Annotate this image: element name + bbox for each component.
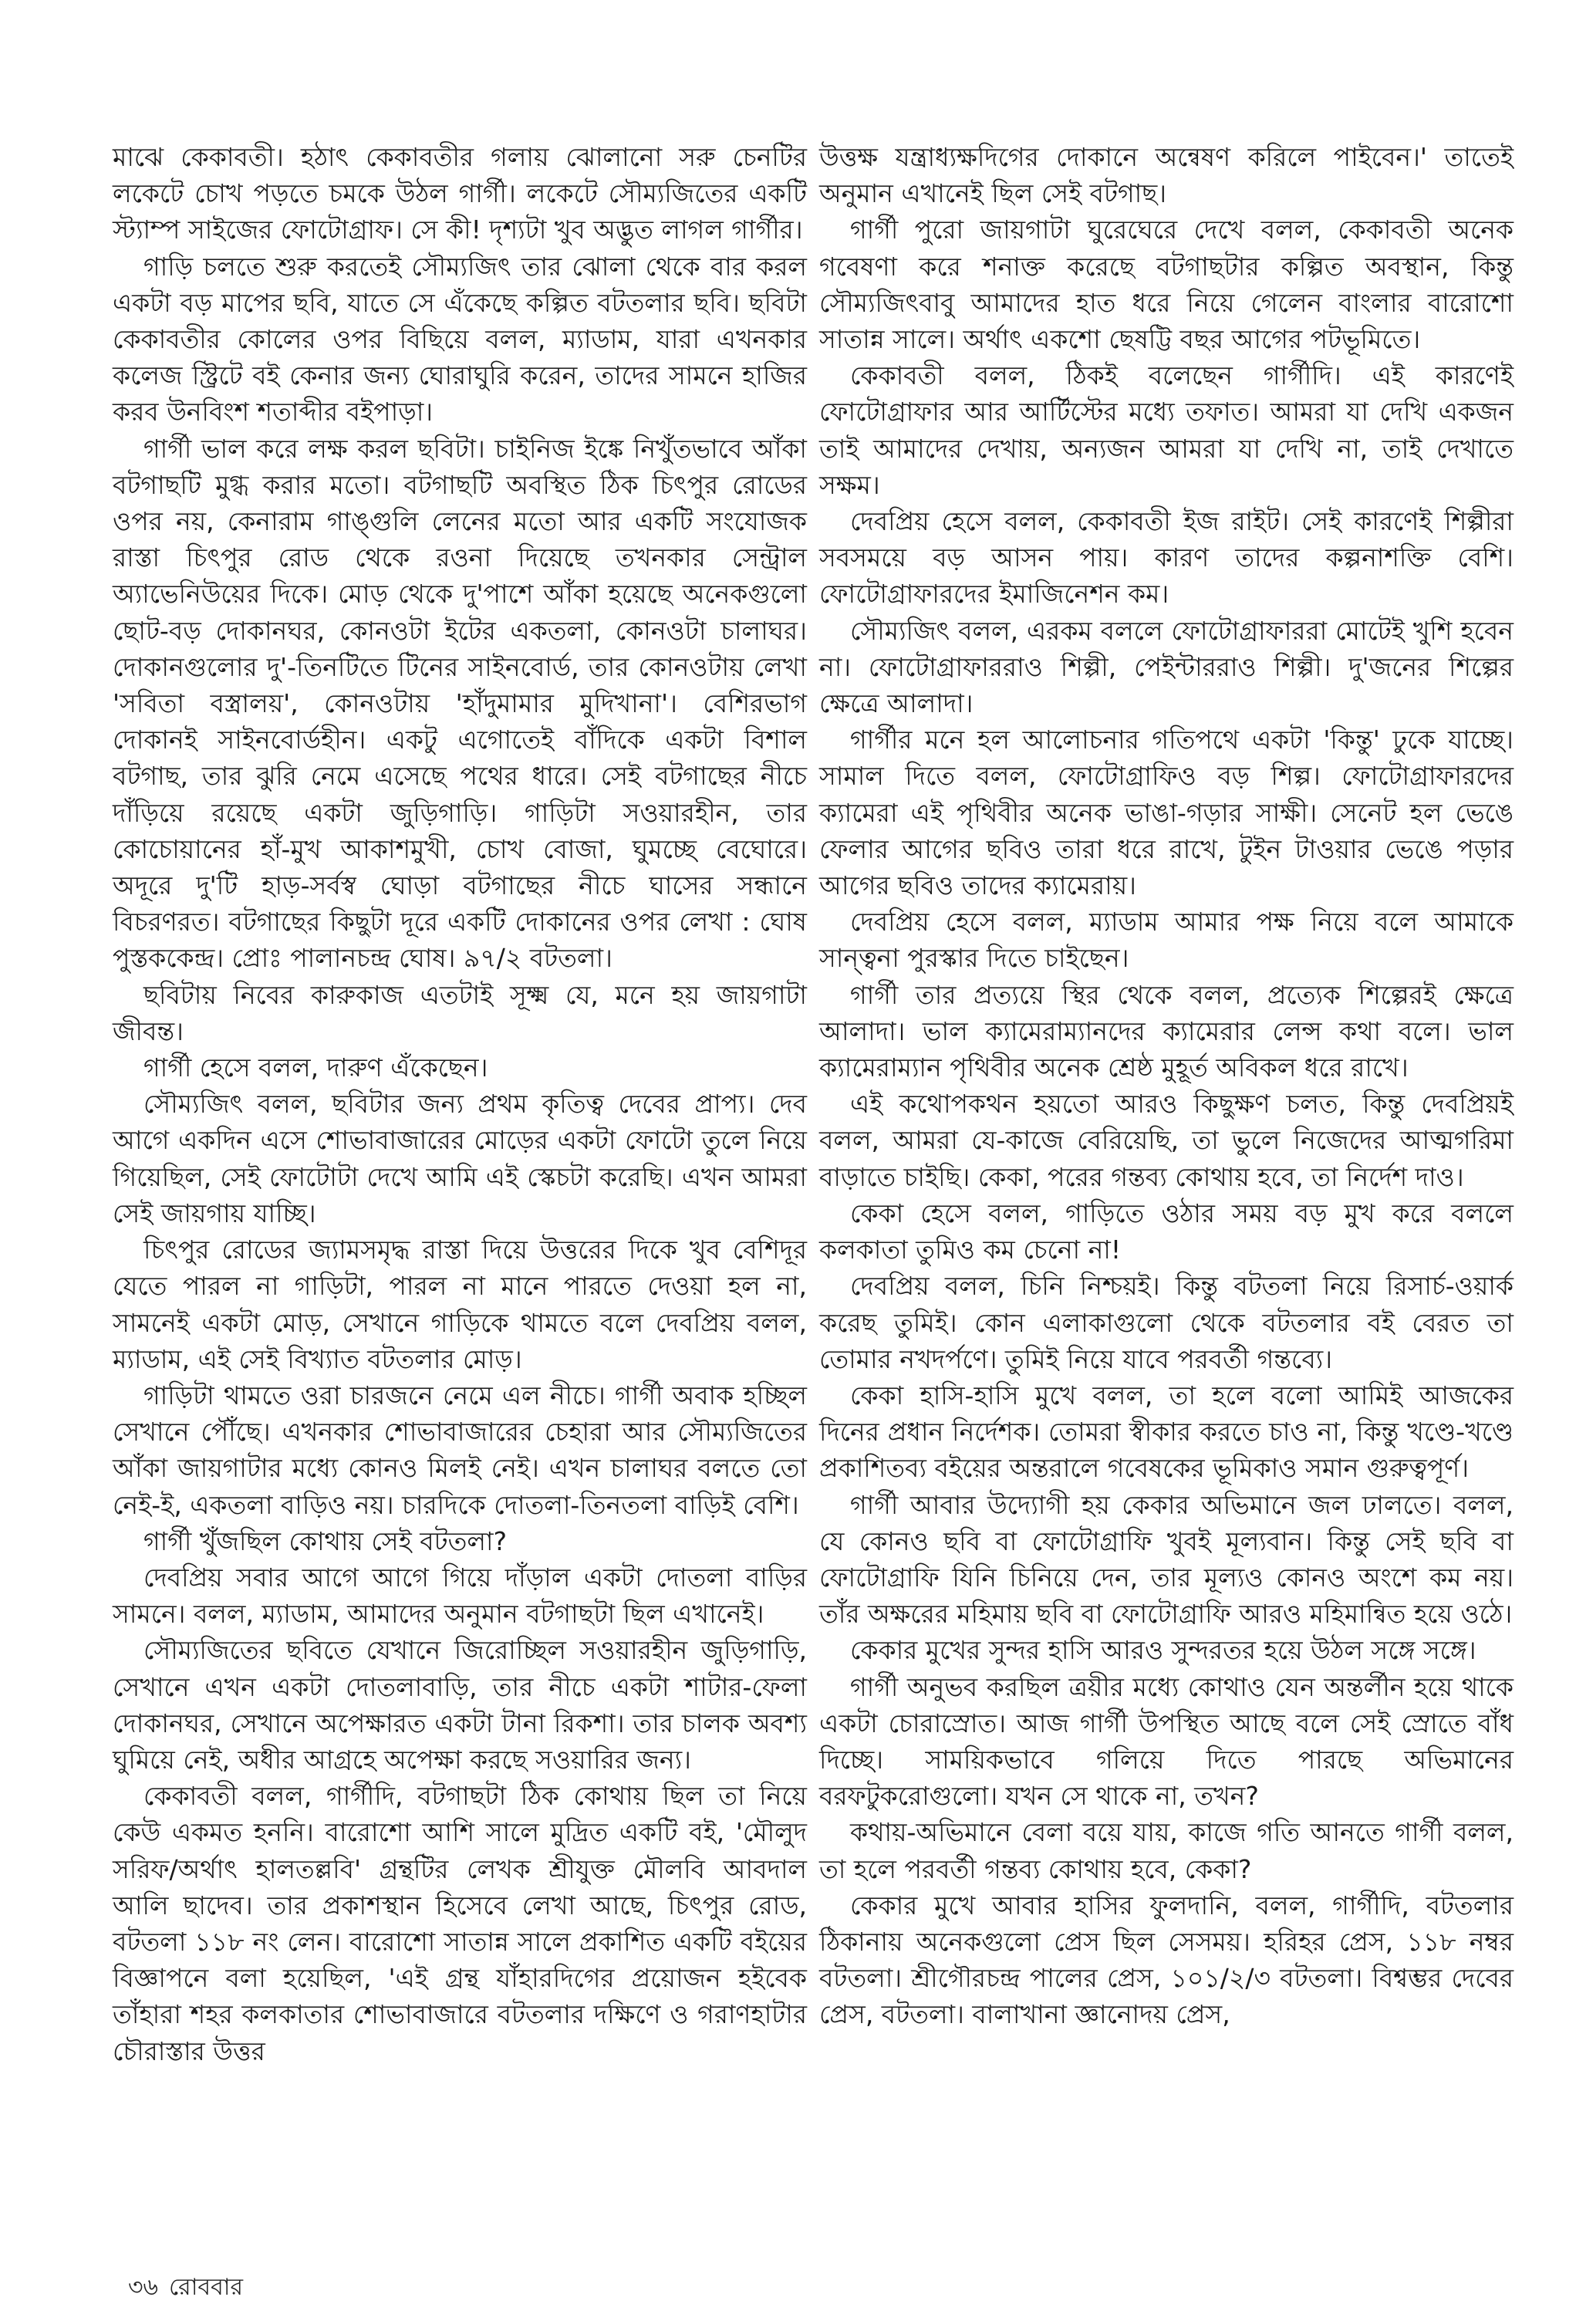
- paragraph: গার্গীর মনে হল আলোচনার গতিপথে একটা 'কিন্তু' ঢুকে যাচ্ছে। সামাল দিতে বলল, ফোটোগ্রাফিও বড় শিল্প। ফোটোগ্রাফারদের ক্যামেরা এই পৃথিবীর অনেক ভাঙা-গড়ার সাক্ষী। সেনেট হল ভেঙে ফেলার আগের ছবিও তারা ধরে রাখে, টুইন টাওয়ার ভেঙে পড়ার আগের ছবিও তাদের ক্যামেরায়।: [819, 725, 1514, 901]
- paragraph: গার্গী ভাল করে লক্ষ করল ছবিটা। চাইনিজ ইঙ্কে নিখুঁতভাবে আঁকা বটগাছটি মুগ্ধ করার মতো। বটগাছটি অবস্থিত ঠিক চিৎপুর রোডের ওপর নয়, কেনারাম গাঙ্গুলি লেনের মতো আর একটি সংযোজক রাস্তা চিৎপুর রোড থেকে রওনা দিয়েছে তখনকার সেন্ট্রাল অ্যাভেনিউয়ের দিকে। মোড় থেকে দু'পাশে আঁকা হয়েছে অনেকগুলো ছোট-বড় দোকানঘর, কোনওটা ইটের একতলা, কোনওটা চালাঘর। দোকানগুলোর দু'-তিনটিতে টিনের সাইনবোর্ড, তার কোনওটায় লেখা 'সবিতা বস্ত্রালয়', কোনওটায় 'হাঁদুমামার মুদিখানা'। বেশিরভাগ দোকানই সাইনবোর্ডহীন। একটু এগোতেই বাঁদিকে একটা বিশাল বটগাছ, তার ঝুরি নেমে এসেছে পথের ধারে। সেই বটগাছের নীচে দাঁড়িয়ে রয়েছে একটা জুড়িগাড়ি। গাড়িটা সওয়ারহীন, তার কোচোয়ানের হাঁ-মুখ আকাশমুখী, চোখ বোজা, ঘুমচ্ছে বেঘোরে। অদূরে দু'টি হাড়-সর্বস্ব ঘোড়া বটগাছের নীচে ঘাসের সন্ধানে বিচরণরত। বটগাছের কিছুটা দূরে একটি দোকানের ওপর লেখা : ঘোষ পুস্তককেন্দ্র। প্রোঃ পালানচন্দ্র ঘোষ। ৯৭/২ বটতলা।: [113, 433, 807, 974]
- paragraph: গার্গী তার প্রত্যয়ে স্থির থেকে বলল, প্রত্যেক শিল্পেরই ক্ষেত্রে আলাদা। ভাল ক্যামেরাম্যানদের ক্যামেরার লেন্স কথা বলে। ভাল ক্যামেরাম্যান পৃথিবীর অনেক শ্রেষ্ঠ মুহূর্ত অবিকল ধরে রাখে।: [819, 979, 1514, 1083]
- left-column: [113, 139, 807, 2069]
- paragraph: মাঝে কেকাবতী। হঠাৎ কেকাবতীর গলায় ঝোলানো সরু চেনটির লকেটে চোখ পড়তে চমকে উঠল গার্গী। লকেটে সৌম্যজিতের একটি স্ট্যাম্প সাইজের ফোটোগ্রাফ। সে কী! দৃশ্যটা খুব অদ্ভুত লাগল গার্গীর।: [113, 142, 807, 245]
- paragraph: ছবিটায় নিবের কারুকাজ এতটাই সূক্ষ্ম যে, মনে হয় জায়গাটা জীবন্ত।: [113, 979, 807, 1046]
- paragraph: কেকা হাসি-হাসি মুখে বলল, তা হলে বলো আমিই আজকের দিনের প্রধান নির্দেশক। তোমরা স্বীকার করতে চাও না, কিন্তু খণ্ডে-খণ্ডে প্রকাশিতব্য বইয়ের অন্তরালে গবেষকের ভূমিকাও সমান গুরুত্বপূর্ণ।: [819, 1380, 1514, 1484]
- paragraph: সৌম্যজিৎ বলল, এরকম বললে ফোটোগ্রাফাররা মোটেই খুশি হবেন না। ফোটোগ্রাফাররাও শিল্পী, পেইন্টাররাও শিল্পী। দু'জনের শিল্পের ক্ষেত্রে আলাদা।: [819, 615, 1514, 719]
- paragraph: গাড়িটা থামতে ওরা চারজনে নেমে এল নীচে। গার্গী অবাক হচ্ছিল সেখানে পৌঁছে। এখনকার শোভাবাজারের চেহারা আর সৌম্যজিতের আঁকা জায়গাটার মধ্যে কোনও মিলই নেই। এখন চালাঘর বলতে তো নেই-ই, একতলা বাড়িও নয়। চারদিকে দোতলা-তিনতলা বাড়িই বেশি।: [113, 1380, 807, 1520]
- paragraph: গাড়ি চলতে শুরু করতেই সৌম্যজিৎ তার ঝোলা থেকে বার করল একটা বড় মাপের ছবি, যাতে সে এঁকেছে কল্পিত বটতলার ছবি। ছবিটা কেকাবতীর কোলের ওপর বিছিয়ে বলল, ম্যাডাম, যারা এখনকার কলেজ স্ট্রিটে বই কেনার জন্য ঘোরাঘুরি করেন, তাদের সামনে হাজির করব উনবিংশ শতাব্দীর বইপাড়া।: [113, 251, 807, 427]
- page-footer: [128, 2268, 254, 2308]
- paragraph: এই কথোপকথন হয়তো আরও কিছুক্ষণ চলত, কিন্তু দেবপ্রিয়ই বলল, আমরা যে-কাজে বেরিয়েছি, তা ভুলে নিজেদের আত্মগরিমা বাড়াতে চাইছি। কেকা, পরের গন্তব্য কোথায় হবে, তা নির্দেশ দাও।: [819, 1089, 1514, 1192]
- paragraph: দেবপ্রিয় হেসে বলল, কেকাবতী ইজ রাইট। সেই কারণেই শিল্পীরা সবসময়ে বড় আসন পায়। কারণ তাদের কল্পনাশক্তি বেশি। ফোটোগ্রাফারদের ইমাজিনেশন কম।: [819, 506, 1514, 610]
- paragraph: সৌম্যজিতের ছবিতে যেখানে জিরোচ্ছিল সওয়ারহীন জুড়িগাড়ি, সেখানে এখন একটা দোতলাবাড়ি, তার নীচে একটা শাটার-ফেলা দোকানঘর, সেখানে অপেক্ষারত একটা টানা রিকশা। তার চালক অবশ্য ঘুমিয়ে নেই, অধীর আগ্রহে অপেক্ষা করছে সওয়ারির জন্য।: [113, 1635, 807, 1775]
- paragraph: গার্গী হেসে বলল, দারুণ এঁকেছেন।: [143, 1052, 488, 1083]
- page-number: ৩৬: [128, 2274, 159, 2301]
- paragraph: চিৎপুর রোডের জ্যামসমৃদ্ধ রাস্তা দিয়ে উত্তরের দিকে খুব বেশিদূর যেতে পারল না গাড়িটা, পারল না মানে পারতে দেওয়া হল না, সামনেই একটা মোড়, সেখানে গাড়িকে থামতে বলে দেবপ্রিয় বলল, ম্যাডাম, এই সেই বিখ্যাত বটতলার মোড়।: [113, 1235, 807, 1374]
- paragraph: কথায়-অভিমানে বেলা বয়ে যায়, কাজে গতি আনতে গার্গী বলল, তা হলে পরবর্তী গন্তব্য কোথায় হবে, কেকা?: [819, 1817, 1514, 1884]
- paragraph: গার্গী খুঁজছিল কোথায় সেই বটতলা?: [143, 1525, 508, 1556]
- paragraph: গার্গী পুরো জায়গাটা ঘুরেঘেরে দেখে বলল, কেকাবতী অনেক গবেষণা করে শনাক্ত করেছে বটগাছটার কল্পিত অবস্থান, কিন্তু সৌম্যজিৎবাবু আমাদের হাত ধরে নিয়ে গেলেন বাংলার বারোশো সাতান্ন সালে। অর্থাৎ একশো ছেষট্টি বছর আগের পটভূমিতে।: [819, 214, 1514, 355]
- paragraph: কেকার মুখে আবার হাসির ফুলদানি, বলল, গার্গীদি, বটতলার ঠিকানায় অনেকগুলো প্রেস ছিল সেসময়। হরিহর প্রেস, ১১৮ নম্বর বটতলা। শ্রীগৌরচন্দ্র পালের প্রেস, ১০১/২/৩ বটতলা। বিশ্বম্ভর দেবের প্রেস, বটতলা। বালাখানা জ্ঞানোদয় প্রেস,: [819, 1890, 1514, 2030]
- magazine-name: রোববার: [169, 2274, 243, 2301]
- paragraph: গার্গী অনুভব করছিল ত্রয়ীর মধ্যে কোথাও যেন অন্তর্লীন হয়ে থাকে একটা চোরাস্রোত। আজ গার্গী উপস্থিত আছে বলে সেই স্রোতে বাঁধ দিচ্ছে। সাময়িকভাবে গলিয়ে দিতে পারছে অভিমানের বরফটুকরোগুলো। যখন সে থাকে না, তখন?: [819, 1671, 1514, 1812]
- paragraph: কেকাবতী বলল, গার্গীদি, বটগাছটা ঠিক কোথায় ছিল তা নিয়ে কেউ একমত হননি। বারোশো আশি সালে মুদ্রিত একটি বই, 'মৌলুদ সরিফ/অর্থাৎ হালতল্লবি' গ্রন্থটির লেখক শ্রীযুক্ত মৌলবি আবদাল আলি ছাদেব। তার প্রকাশস্থান হিসেবে লেখা আছে, চিৎপুর রোড, বটতলা ১১৮ নং লেন। বারোশো সাতান্ন সালে প্রকাশিত একটি বইয়ের বিজ্ঞাপনে বলা হয়েছিল, 'এই গ্রন্থ যাঁহারদিগের প্রয়োজন হইবেক তাঁহারা শহর কলকাতার শোভাবাজারে বটতলার দক্ষিণে ও গরাণহাটার চৌরাস্তার উত্তর: [113, 1781, 807, 2066]
- paragraph: দেবপ্রিয় বলল, চিনি নিশ্চয়ই। কিন্তু বটতলা নিয়ে রিসার্চ-ওয়ার্ক করেছ তুমিই। কোন এলাকাগুলো থেকে বটতলার বই বেরত তা তোমার নখদর্পণে। তুমিই নিয়ে যাবে পরবর্তী গন্তব্যে।: [819, 1271, 1514, 1374]
- paragraph: দেবপ্রিয় হেসে বলল, ম্যাডাম আমার পক্ষ নিয়ে বলে আমাকে সান্ত্বনা পুরস্কার দিতে চাইছেন।: [819, 907, 1514, 974]
- paragraph: কেকাবতী বলল, ঠিকই বলেছেন গার্গীদি। এই কারণেই ফোটোগ্রাফার আর আর্টিস্টের মধ্যে তফাত। আমরা যা দেখি একজন তাই আমাদের দেখায়, অন্যজন আমরা যা দেখি না, তাই দেখাতে সক্ষম।: [819, 360, 1514, 500]
- paragraph: দেবপ্রিয় সবার আগে আগে গিয়ে দাঁড়াল একটা দোতলা বাড়ির সামনে। বলল, ম্যাডাম, আমাদের অনুমান বটগাছটা ছিল এখানেই।: [113, 1562, 807, 1630]
- paragraph: গার্গী আবার উদ্যোগী হয় কেকার অভিমানে জল ঢালতে। বলল, যে কোনও ছবি বা ফোটোগ্রাফি খুবই মূল্যবান। কিন্তু সেই ছবি বা ফোটোগ্রাফি যিনি চিনিয়ে দেন, তার মূল্যও কোনও অংশে কম নয়। তাঁর অক্ষরের মহিমায় ছবি বা ফোটোগ্রাফি আরও মহিমান্বিত হয়ে ওঠে।: [819, 1489, 1514, 1630]
- paragraph: উত্তক্ষ যন্ত্রাধ্যক্ষদিগের দোকানে অন্বেষণ করিলে পাইবেন।' তাতেই অনুমান এখানেই ছিল সেই বটগাছ।: [819, 142, 1514, 209]
- paragraph: কেকার মুখের সুন্দর হাসি আরও সুন্দরতর হয়ে উঠল সঙ্গে সঙ্গে।: [850, 1635, 1476, 1666]
- paragraph: সৌম্যজিৎ বলল, ছবিটার জন্য প্রথম কৃতিত্ব দেবের প্রাপ্য। দেব আগে একদিন এসে শোভাবাজারের মোড়ের একটা ফোটো তুলে নিয়ে গিয়েছিল, সেই ফোটোটা দেখে আমি এই স্কেচটা করেছি। এখন আমরা সেই জায়গায় যাচ্ছি।: [113, 1089, 807, 1228]
- right-column: [819, 139, 1514, 2033]
- paragraph: কেকা হেসে বলল, গাড়িতে ওঠার সময় বড় মুখ করে বললে কলকাতা তুমিও কম চেনো না!: [819, 1197, 1514, 1265]
